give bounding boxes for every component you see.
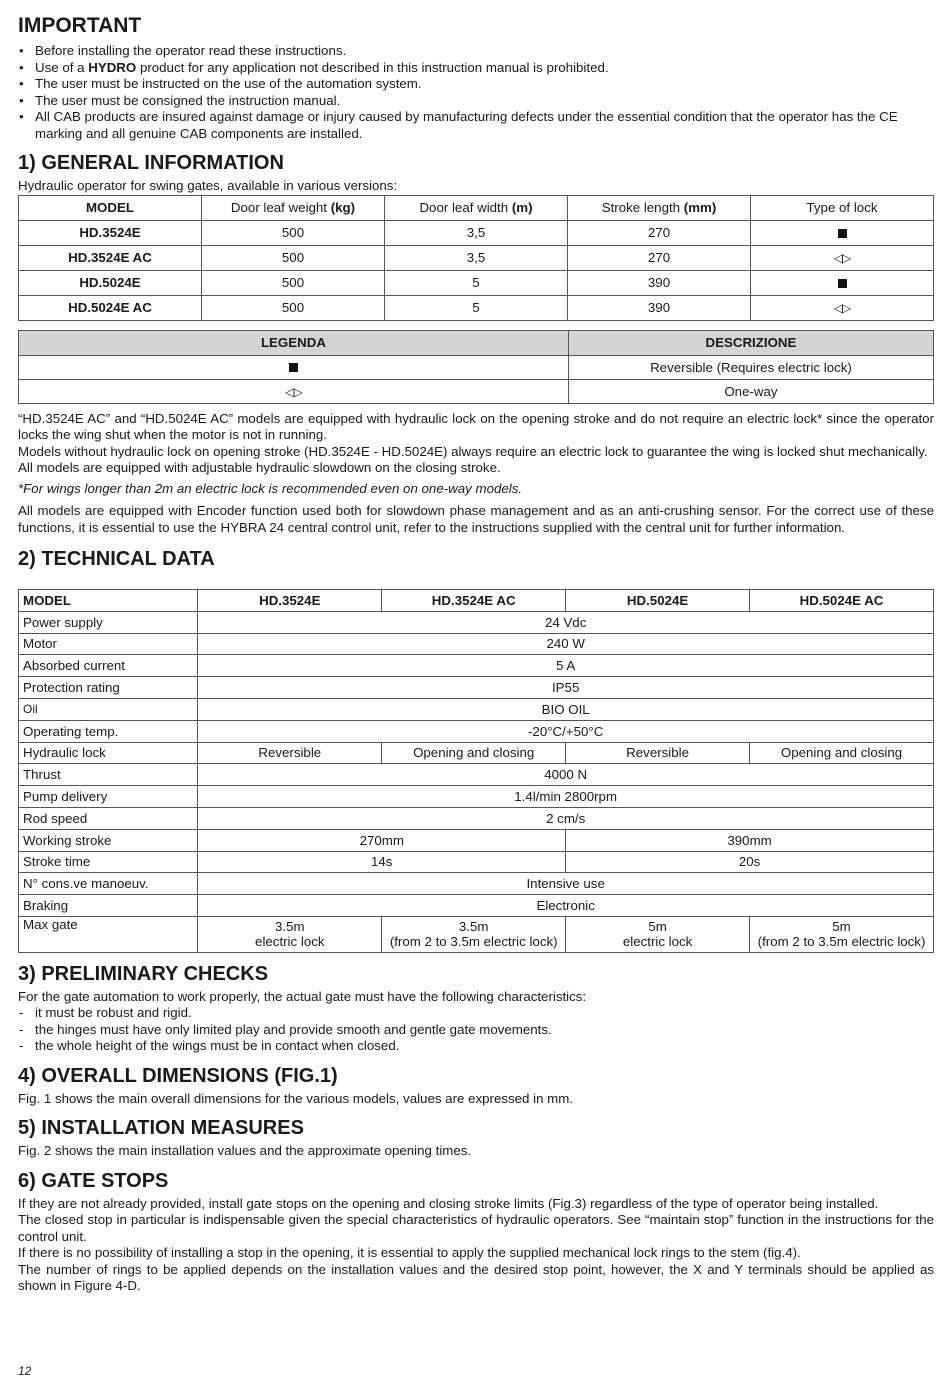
column-header: Stroke length (mm)	[568, 195, 751, 220]
legend-description-cell: One-way	[568, 379, 933, 403]
lock-cell	[751, 220, 934, 245]
encoder-paragraph: All models are equipped with Encoder function used both for slowdown phase management and as an anti-crushing sensor. For the correct use of these functions, it is essential to use the HYBRA 24 central control unit, refer to the instructions supplied with the central unit for further information.	[18, 503, 934, 535]
technical-heading: 2) TECHNICAL DATA	[18, 548, 215, 570]
stroke-cell: 390	[568, 295, 751, 320]
one-way-lock-icon: ◁▷	[833, 301, 851, 315]
stops-paragraph: If there is no possibility of installing a stop in the opening, it is essential to apply the supplied mechanical lock rings to the stem (fig.4).	[18, 1245, 801, 1261]
table-row	[19, 851, 934, 873]
column-header: Type of lock	[751, 195, 934, 220]
value-cell: 270mm	[198, 829, 566, 851]
column-header: MODEL	[19, 590, 198, 612]
value-cell: 3.5m (from 2 to 3.5m electric lock)	[382, 916, 566, 952]
important-list	[18, 43, 934, 142]
page-number: 12	[18, 1364, 32, 1378]
row-label: Working stroke	[19, 829, 198, 851]
value-cell: Opening and closing	[382, 742, 566, 764]
table-row	[19, 633, 934, 655]
value-cell: 1.4l/min 2800rpm	[198, 786, 934, 808]
value-cell: -20°C/+50°C	[198, 720, 934, 742]
legend-table	[18, 330, 934, 404]
column-header: HD.5024E	[566, 590, 750, 612]
installation-text: Fig. 2 shows the main installation values and the approximate opening times.	[18, 1143, 472, 1159]
dimensions-heading: 4) OVERALL DIMENSIONS (FIG.1)	[18, 1064, 338, 1087]
brand-name: HYDRO	[88, 59, 137, 75]
models-table	[18, 195, 934, 321]
technical-table	[18, 589, 934, 953]
table-row	[19, 355, 934, 379]
model-cell: HD.3524E	[19, 220, 202, 245]
table-row	[19, 611, 934, 633]
one-way-lock-icon: ◁▷	[285, 384, 302, 399]
table-row	[19, 786, 934, 808]
column-header: MODEL	[19, 195, 202, 220]
row-label: Oil	[19, 698, 198, 720]
table-row	[19, 677, 934, 699]
row-label: Rod speed	[19, 807, 198, 829]
value-cell: 390mm	[566, 829, 934, 851]
weight-cell: 500	[202, 245, 385, 270]
value-cell: 3.5m electric lock	[198, 916, 382, 952]
value-cell: 5 A	[198, 655, 934, 677]
row-label: Power supply	[19, 611, 198, 633]
row-label: Absorbed current	[19, 655, 198, 677]
stroke-cell: 270	[568, 220, 751, 245]
width-cell: 5	[385, 295, 568, 320]
value-cell: 5m electric lock	[566, 916, 750, 952]
column-header: Door leaf weight (kg)	[202, 195, 385, 220]
table-row	[19, 764, 934, 786]
reversible-lock-icon	[838, 279, 847, 288]
width-cell: 5	[385, 270, 568, 295]
row-label: Operating temp.	[19, 720, 198, 742]
table-row	[19, 220, 934, 245]
table-row	[19, 916, 934, 952]
table-row	[19, 873, 934, 895]
one-way-lock-icon: ◁▷	[833, 251, 851, 265]
table-header-row	[19, 195, 934, 220]
stops-paragraph: The closed stop in particular is indispensable given the special characteristics of hydraulic operators. See “maintain stop” function in the instructions for the control unit.	[18, 1212, 934, 1244]
table-row	[19, 720, 934, 742]
lock-cell	[751, 270, 934, 295]
important-item: • The user must be consigned the instruction manual.	[18, 93, 934, 110]
weight-cell: 500	[202, 295, 385, 320]
reversible-lock-icon	[838, 229, 847, 238]
general-heading: 1) GENERAL INFORMATION	[18, 152, 284, 174]
stroke-cell: 270	[568, 245, 751, 270]
table-row	[19, 742, 934, 764]
checks-heading: 3) PRELIMINARY CHECKS	[18, 962, 269, 985]
row-label: Thrust	[19, 764, 198, 786]
installation-heading: 5) INSTALLATION MEASURES	[18, 1117, 304, 1140]
stops-paragraph: The number of rings to be applied depends on the installation values and the desired stop point, however, the X and Y terminals should be applied as shown in Figure 4-D.	[18, 1261, 934, 1294]
value-cell: Reversible	[198, 742, 382, 764]
general-paragraph: “HD.3524E AC” and “HD.5024E AC” models are equipped with hydraulic lock on the opening stroke and do not require an electric lock* since the operator locks the wing shut when the motor is not in running.	[18, 410, 934, 442]
description-header: DESCRIZIONE	[568, 330, 933, 355]
model-cell: HD.3524E AC	[19, 245, 202, 270]
table-row	[19, 655, 934, 677]
legend-symbol-cell	[19, 379, 569, 403]
important-heading: IMPORTANT	[18, 14, 142, 37]
important-item: • Use of a HYDRO product for any application not described in this instruction manual is prohibited.	[18, 60, 934, 77]
value-cell: Opening and closing	[750, 742, 934, 764]
legend-header: LEGENDA	[19, 330, 569, 355]
table-row	[19, 895, 934, 917]
row-label: Braking	[19, 895, 198, 917]
value-cell: 240 W	[198, 633, 934, 655]
width-cell: 3,5	[385, 220, 568, 245]
stops-heading: 6) GATE STOPS	[18, 1169, 169, 1192]
reversible-lock-icon	[289, 363, 298, 372]
column-header: Door leaf width (m)	[385, 195, 568, 220]
list-item: - it must be robust and rigid.	[18, 1005, 934, 1022]
row-label: Motor	[19, 633, 198, 655]
general-paragraph: Models without hydraulic lock on opening stroke (HD.3524E - HD.5024E) always require an electric lock to guarantee the wing is locked shut mechanically.	[18, 443, 928, 459]
general-paragraph: All models are equipped with adjustable hydraulic slowdown on the closing stroke.	[18, 460, 501, 475]
table-row	[19, 379, 934, 403]
column-header: HD.5024E AC	[750, 590, 934, 612]
checks-intro: For the gate automation to work properly, the actual gate must have the following characteristics:	[18, 988, 587, 1004]
lock-cell	[751, 295, 934, 320]
table-row	[19, 807, 934, 829]
table-header-row	[19, 330, 934, 355]
value-cell: 24 Vdc	[198, 611, 934, 633]
table-row	[19, 270, 934, 295]
value-cell: Intensive use	[198, 873, 934, 895]
table-row	[19, 295, 934, 320]
checks-list	[18, 1005, 934, 1055]
row-label: Protection rating	[19, 677, 198, 699]
list-item: - the whole height of the wings must be in contact when closed.	[18, 1038, 934, 1055]
value-cell: IP55	[198, 677, 934, 699]
value-cell: 20s	[566, 851, 934, 873]
weight-cell: 500	[202, 220, 385, 245]
row-label: N° cons.ve manoeuv.	[19, 873, 198, 895]
dimensions-text: Fig. 1 shows the main overall dimensions for the various models, values are expressed in mm.	[18, 1090, 574, 1106]
value-cell: 2 cm/s	[198, 807, 934, 829]
value-cell: BIO OIL	[198, 698, 934, 720]
legend-symbol-cell	[19, 355, 569, 379]
table-header-row	[19, 590, 934, 612]
weight-cell: 500	[202, 270, 385, 295]
stroke-cell: 390	[568, 270, 751, 295]
width-cell: 3,5	[385, 245, 568, 270]
lock-cell	[751, 245, 934, 270]
value-cell: 14s	[198, 851, 566, 873]
column-header: HD.3524E AC	[382, 590, 566, 612]
important-item: • The user must be instructed on the use of the automation system.	[18, 76, 934, 93]
general-intro: Hydraulic operator for swing gates, available in various versions:	[18, 178, 398, 193]
row-label: Stroke time	[19, 851, 198, 873]
row-label: Pump delivery	[19, 786, 198, 808]
value-cell: 5m (from 2 to 3.5m electric lock)	[750, 916, 934, 952]
important-item: • Before installing the operator read these instructions.	[18, 43, 934, 60]
model-cell: HD.5024E	[19, 270, 202, 295]
row-label: Max gate	[19, 916, 198, 952]
table-row	[19, 829, 934, 851]
electric-lock-note: *For wings longer than 2m an electric lock is recommended even on one-way models.	[18, 480, 523, 496]
list-item: - the hinges must have only limited play and provide smooth and gentle gate movements.	[18, 1022, 934, 1039]
table-row	[19, 698, 934, 720]
model-cell: HD.5024E AC	[19, 295, 202, 320]
legend-description-cell: Reversible (Requires electric lock)	[568, 355, 933, 379]
table-row	[19, 245, 934, 270]
value-cell: Electronic	[198, 895, 934, 917]
row-label: Hydraulic lock	[19, 742, 198, 764]
stops-paragraph: If they are not already provided, install gate stops on the opening and closing stroke limits (Fig.3) regardless of the type of operator being installed.	[18, 1195, 879, 1211]
value-cell: Reversible	[566, 742, 750, 764]
value-cell: 4000 N	[198, 764, 934, 786]
column-header: HD.3524E	[198, 590, 382, 612]
important-item: • All CAB products are insured against damage or injury caused by manufacturing defects under the essential condition that the operator has the CE marking and all genuine CAB components are installed.	[18, 109, 934, 142]
